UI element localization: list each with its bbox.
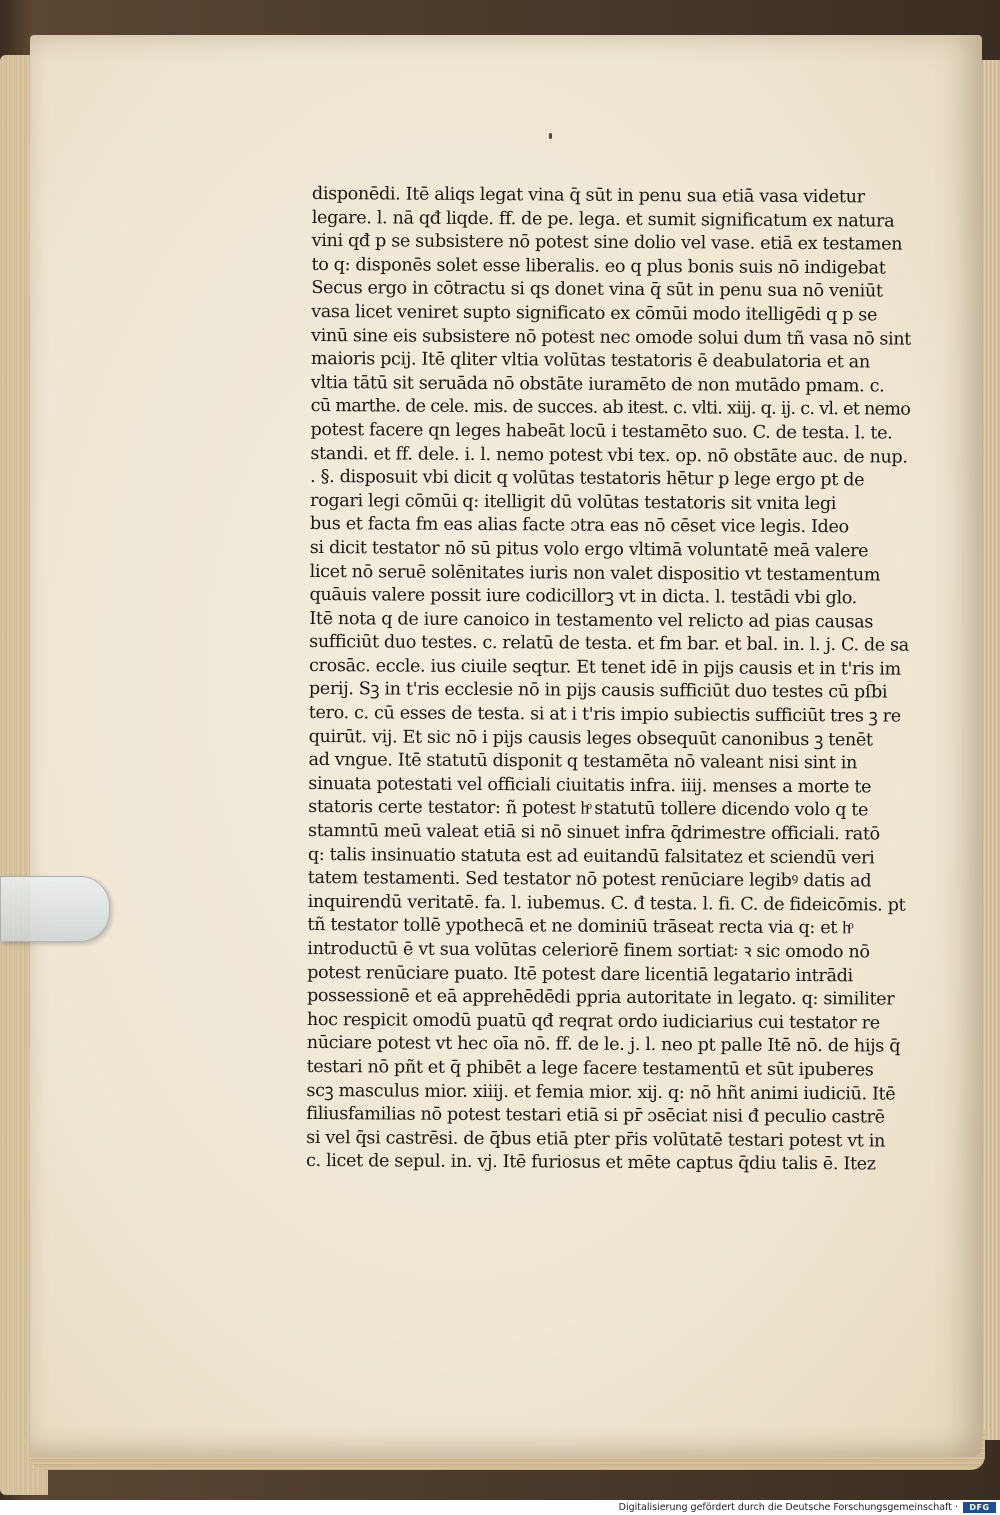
text-line: filiusfamilias nō potest testari etiā si pr̄ ɔsēciat nisi đ peculio castrē: [306, 1104, 885, 1128]
text-line: si vel q̄si castrēsi. de q̄bus etiā pter pr̄is volūtatē testari potest vt in: [306, 1127, 886, 1152]
text-line: legare. l. nā qđ liqde. ff. de pe. lega. et sumit significatum ex natura: [311, 207, 895, 232]
text-line: licet nō seruē solēnitates iuris non valet dispositio vt testamentum: [309, 561, 881, 585]
text-line: disponēdi. Itē aliqs legat vina q̄ sūt in penu sua etiā vasa videtur: [311, 183, 865, 208]
text-line: standi. et ff. dele. i. l. nemo potest vbi tex. op. nō obstāte auc. de nup.: [310, 443, 908, 468]
text-line: vinū sine eis subsistere nō potest nec omode solui dum tñ vasa nō sint: [311, 325, 911, 350]
text-line: potest facere qn leges habeāt locū i testamēto suo. C. de testa. l. te.: [310, 419, 893, 444]
text-line: vini qđ p se subsistere nō potest sine dolio vel vase. etiā ex testamen: [311, 231, 903, 255]
text-line: maioris pcij. Itē qliter vltia volūtas testatoris ē deabulatoria et an: [310, 349, 870, 373]
funding-credit: Digitalisierung gefördert durch die Deutsche Forschungsgemeinschaft ·: [618, 1502, 958, 1513]
text-line: Secus ergo in cōtractu si qs donet vina q̄ sūt in penu sua nō veniūt: [311, 278, 883, 302]
text-line: bus et facta fm eas alias facte ɔtra eas nō cēset vice legis. Ideo: [309, 514, 849, 538]
text-line: scꝫ masculus mior. xiiij. et femia mior. xij. q: nō hñt animi iudiciū. Itē: [306, 1080, 896, 1105]
text-line: cū marthe. de cele. mis. de succes. ab itest. c. vlti. xiij. q. ij. c. vl. et nemo: [310, 396, 911, 421]
text-line: potest renūciare puato. Itē potest dare licentiā legatario intrādi: [307, 962, 853, 986]
text-line: perij. Sꝫ in t'ris ecclesie nō in pijs causis sufficiūt duo testes cū pſ̄bi: [308, 679, 888, 703]
text-line: inquirendū veritatē. fa. l. iubemus. C. đ testa. l. fi. C. de fideicōmis. pt: [307, 891, 906, 916]
text-line: hoc respicit omodū puatū qđ reqrat ordo iudiciarius cui testator re: [306, 1009, 880, 1034]
text-line: introductū ē vt sua volūtas celeriorē finem sortiat꞉ ꝛ sic omodo nō: [307, 938, 870, 963]
text-line: possessionē et eā apprehēdēdi ppria autoritate in legato. q: similiter: [306, 986, 895, 1010]
body-text: [306, 183, 912, 1178]
text-line: crosāc. eccle. ius ciuile seqtur. Et tenet idē in pijs causis et in t'ris im: [308, 655, 901, 680]
text-line: vltia tātū sit seruāda nō obstāte iuramēto de non mutādo pmam. c.: [310, 372, 885, 397]
text-line: tatem testamenti. Sed testator nō potest renūciare legibꝰ datis ad: [307, 868, 872, 892]
text-line: to q: disponēs solet esse liberalis. eo q plus bonis suis nō indigebat: [311, 254, 886, 279]
text-line: si dicit testator nō sū pitus volo ergo vltimā voluntatē meā valere: [309, 537, 869, 562]
text-line: . §. disposuit vbi dicit q volūtas testatoris hētur p lege ergo pt de: [310, 467, 865, 491]
text-line: sufficiūt duo testes. c. relatū de testa. et fm bar. et bal. in. l. j. C. de sa: [309, 632, 909, 656]
text-line: ad vngue. Itē statutū disponit q testamēta nō valeant nisi sint in: [308, 750, 858, 774]
text-line: testari nō pñt et q̄ phibēt a lege facere testamentū et sūt ipuberes: [306, 1056, 874, 1081]
text-line: q: talis insinuatio statuta est ad euitandū falsitatez et sciendū veri: [307, 844, 875, 869]
bookmark-clip: [0, 876, 110, 942]
text-line: stamntū meū valeat etiā si nō sinuet infra q̄drimestre officiali. ratō: [307, 821, 880, 845]
text-line: tñ testator tollē ypothecā et ne dominiū trāseat recta via q: et hͦ: [307, 915, 851, 939]
text-line: c. licet de sepul. in. vj. Itē furiosus et mēte captus q̄diu talis ē. Itez: [305, 1151, 876, 1175]
text-line: nūciare potest vt hec oīa nō. ff. de le. j. l. neo pt palle Itē nō. de hijs q̄: [306, 1033, 901, 1057]
text-line: rogari legi cōmūi q: itelligit dū volūtas testatoris sit vnita legi: [309, 490, 837, 514]
text-line: tero. c. cū esses de testa. si at i t'ris impio subiectis sufficiūt tres ꝫ re: [308, 703, 901, 727]
text-line: vasa licet veniret supto significato ex cōmūi modo itelligēdi q p se: [311, 301, 878, 326]
text-line: quāuis valere possit iure codicillorꝫ vt in dicta. l. testādi vbi glo.: [309, 585, 858, 609]
text-line: sinuata potestati vel officiali ciuitatis infra. iiij. menses a morte te: [308, 773, 872, 798]
dfg-logo[interactable]: DFG: [963, 1502, 996, 1513]
text-line: quirūt. vij. Et sic nō i pijs causis leges obsequūt canonibus ꝫ tenēt: [308, 726, 873, 751]
text-line: statoris certe testator: ñ potest hͦ statutū tollere dicendo volo q te: [308, 797, 869, 821]
page-mark: [549, 133, 552, 139]
text-line: Itē nota q de iure canoico in testamento vel relicto ad pias causas: [309, 608, 874, 633]
